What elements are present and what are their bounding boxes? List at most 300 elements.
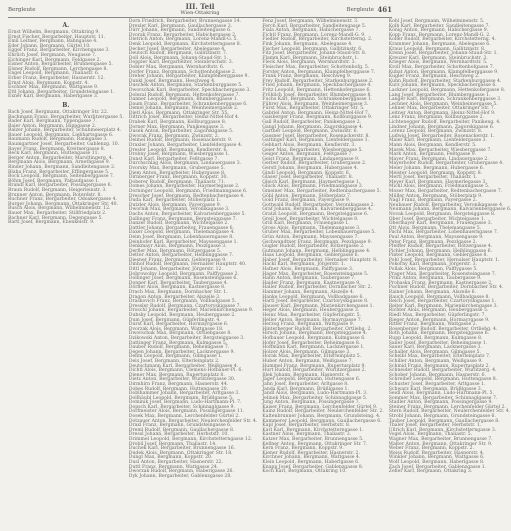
- directory-entry: Jung Anton, Bergmann, Possingergasse 7.: [262, 400, 361, 406]
- directory-entry: Weber Franz, Bergmann, Koppstr. 2.: [388, 446, 474, 452]
- directory-entry: Flamm Karl, Bergmann, Steinbruchstr. 1.: [262, 55, 359, 61]
- directory-entry: Dorfer Franz, Bergmann, Schottenhofgasse 2.: [128, 69, 237, 75]
- directory-entry: Kiener Rudolf, Bergarbeiter, Hasnerstr. 2.: [262, 450, 360, 456]
- directory-entry: Krieger Alois, Bergmann, Wernhardtstr. 5.: [388, 60, 488, 66]
- directory-entry: Rieger Anton, Bergmann, Hormayrgasse 9.: [388, 317, 490, 323]
- directory-entry: Eisner Anton, Bergarbeiter, Brunnengasse 5.: [8, 62, 113, 68]
- directory-entry: Gugler Rudolf, Bergarbeiter, Rötzergasse 2.: [262, 244, 365, 250]
- directory-entry: Buchner Franz, Bergarbeiter, Odoakergasse 4.: [8, 197, 117, 203]
- directory-entry: Janda Karl, Bergmann, Brüßlgasse 1.: [262, 386, 349, 392]
- directory-entry: Katzer Max, Bergarbeiter, Brunnengasse 5.: [262, 437, 364, 443]
- column-1: [8, 20, 124, 527]
- directory-entry: Kreuzer Karl, Bergmann, Steinbruchstr. 3.: [388, 55, 488, 61]
- directory-entry: Rupp Leopold, Bergmann, Kulmgasse 8.: [388, 335, 483, 341]
- directory-entry: Dattinger Franz, Bergmann, Kulmgasse 5.: [128, 340, 228, 346]
- directory-entry: Ferch Karl, Bergarbeiter, Sandleitengasse 5.: [262, 23, 367, 29]
- page-header: [8, 4, 392, 14]
- directory-entry: Elsner Rudolf, Bergmann, Lerchengasse 8.: [8, 66, 108, 72]
- directory-entry: Dressler Rudolf, Bergmann, Czartoryskigasse 7.: [128, 303, 241, 309]
- directory-entry: Steiner Franz, Bergmann, Lerchenfelder Gürtel 2.: [388, 404, 506, 410]
- directory-entry: Kammerer Leopold, Bergmann, Gaullachergasse 6.: [262, 418, 382, 424]
- directory-entry: Dietz Anton, Bergarbeiter, Wurlitzergasse 30.: [128, 377, 236, 383]
- directory-entry: Prager Max, Bergarbeiter, Rosensteingasse 7.: [388, 271, 497, 277]
- directory-entry: Draxler Johann, Bergarbeiter, Lienfeldergasse 4.: [128, 143, 243, 149]
- directory-entry: Gutmann Johann, Bergmann, Helblinggasse 4.: [262, 248, 371, 254]
- directory-entry: Fiedler Rudolf, Bergarbeiter, Kirchstetterng. 2.: [262, 37, 373, 43]
- directory-entry: Lindner Johann, Bergmann, Zagorskigasse 6.: [388, 124, 495, 130]
- directory-entry: Kroll Max, Bergarbeiter, Schottenhofgasse 7.: [388, 64, 495, 70]
- directory-entry: Heger Alois, Bergmann, Heuberggasse 3.: [262, 308, 360, 314]
- directory-entry: Illek Johann, Bergmann, Hasnerstr. 4.: [262, 372, 351, 378]
- directory-entry: Geist Franz, Bergmann, Lindauergasse 9.: [262, 156, 360, 162]
- directory-entry: Prohaska Franz, Bergmann, Kastnergasse 2.: [388, 280, 493, 286]
- directory-entry: Derfler Max, Bergmann, Rötzergasse 5.: [128, 248, 222, 254]
- column-2: [129, 20, 258, 527]
- directory-entry: Koch Karl, Bergmann, Ottakring 10.: [262, 469, 347, 475]
- directory-entry: Dittrich Josef, Bergarbeiter, Heinz-Nittel-Hof 4.: [128, 115, 240, 121]
- page-title: III. Teil: [185, 2, 215, 11]
- directory-entry: Obermayer Karl, Bergmann, Frauengasse 3.: [388, 221, 493, 227]
- directory-entry: Hafner Alois, Bergmann, Palffygasse 3.: [262, 267, 354, 273]
- directory-entry: Dudek Alois, Bergmann, Ottakringer Str. 18.: [128, 450, 233, 456]
- directory-entry: Beck Karl, Bergmann, Huttengasse 11.: [8, 151, 100, 157]
- directory-entry: Bergmann Alois, Bergmann, Arnethgasse 9.: [8, 160, 111, 166]
- directory-entry: Kohl Josef, Bergmann, Wilhelminenstr. 5.: [388, 19, 485, 24]
- directory-entry: Peter Franz, Bergmann, Pezzlgasse 2.: [388, 239, 478, 245]
- directory-entry: Lechner Alois, Bergmann, Weinheimergasse 5.: [388, 101, 498, 107]
- directory-entry: Hirsch Johann, Bergmann, Bergsteiggasse 4.: [262, 331, 368, 337]
- directory-entry: Ettl Johann, Bergarbeiter, Grundsteingasse 1.: [8, 89, 115, 95]
- directory-entry: Langer Karl, Bergmann, Schrankenberggasse 3.: [388, 97, 502, 103]
- page-subtitle: Wien-Ottakring: [180, 10, 220, 16]
- directory-entry: Deutsch Rudolf, Bergmann, Gallitzinstr. 7.: [128, 51, 228, 57]
- directory-entry: Glück Alois, Bergmann, Friedmanngasse 3.: [262, 184, 364, 190]
- directory-entry: Draxl Franz, Bergmann, Grundsteingasse 6.: [128, 423, 232, 429]
- directory-entry: Duttl Franz, Bergmann, Wattgasse 24.: [128, 464, 219, 470]
- directory-entry: Lichtenegger Rudolf, Bergarbeiter, Panikeng. 4.: [388, 120, 501, 126]
- directory-entry: Dattler Johann, Bergarbeiter, Frauengasse 6.: [128, 225, 235, 231]
- directory-entry: Roth Johann, Bergmann, Bergsteiggasse 6.: [388, 331, 490, 337]
- directory-entry: Dobes Rudolf, Bergmann, Huttengasse 20.: [128, 386, 229, 392]
- directory-entry: Neubauer Rudolf, Bergarbeiter, Veronikagasse 4.: [388, 202, 504, 208]
- directory-entry: Doppler Karl, Bergarbeiter, Steinbruchstr. 3.: [128, 60, 234, 66]
- directory-entry: Dreml Rudolf, Bergmann, Gaullachergasse 8.: [128, 427, 235, 433]
- directory-entry: Dinhof Rudolf, Bergmann, Hernalser Hauptstr. 40.: [128, 262, 247, 268]
- directory-entry: Kern Franz, Bergmann, Koppstr. 9.: [262, 446, 344, 452]
- directory-entry: Gleich Karl, Bergmann, Haymerlegasse 1.: [262, 179, 361, 185]
- directory-entry: Glaser Josef, Bergarbeiter, Thaliastr. 8.: [262, 175, 354, 181]
- directory-entry: Hager Max, Bergarbeiter, Rosensteingasse 5.: [262, 271, 369, 277]
- directory-entry: Deutschmann Karl, Bergarbeiter, Weißgasse 4.: [128, 363, 239, 369]
- directory-entry: Mann Alois, Bergmann, Kendlerstr. 5.: [388, 143, 477, 149]
- directory-entry: Kubat Anton, Bergmann, Klampfelberggasse 9.: [388, 69, 499, 75]
- directory-entry: Baumann Rudolf, Bergmann, Rankgasse 3.: [8, 137, 108, 143]
- directory-entry: Doblhammer Johann, Bergarbeiter, Arltgasse 3.: [128, 391, 240, 397]
- directory-entry: Hahn Anton, Bergmann, Taubergasse 7.: [262, 276, 356, 282]
- directory-entry: Fleischer Max, Bergarbeiter, Schottenhofg. 5.: [262, 64, 370, 70]
- directory-entry: Domes Johann, Bergarbeiter, Haymerlegasse 2.: [128, 184, 240, 190]
- directory-entry: Nagl Franz, Bergmann, Payergasse 2.: [388, 198, 478, 204]
- directory-entry: Bauer Leopold, Bergmann, Liebhartsgasse 6.: [8, 132, 114, 138]
- directory-entry: Decker Josef, Bergarbeiter, Abelegasse 4.: [128, 46, 226, 52]
- directory-entry: Ehrlich Josef, Bergmann, Neugasse 7.: [8, 52, 97, 58]
- directory-entry: Schmid Franz, Bergmann, Rupertusplatz 2.: [388, 363, 490, 369]
- directory-entry: Deimel Rudolf, Bergmann, Rosenackerstr. 9.: [128, 138, 233, 144]
- directory-entry: Fitz Josef, Bergarbeiter, Johann-Staud-Str. 8.: [262, 51, 367, 57]
- directory-entry: Dobrowolny Leopold, Bergmann, Palffygasse 2.: [128, 271, 239, 277]
- directory-entry: Droschl Johann, Bergarbeiter, Marienkirchengasse 9.: [128, 308, 254, 314]
- directory-entry: Greil Josef, Bergarbeiter, Wichtelgasse 8.: [262, 216, 359, 222]
- directory-entry: Dubsky Leopold, Bergmann, Heuberggasse 2.: [128, 313, 236, 318]
- directory-entry: Drimmel Leopold, Bergmann, Kirchstetterngasse 12.: [128, 437, 253, 443]
- directory-entry: Pokorny Karl, Bergmann, Jörgerstr. 3.: [388, 262, 477, 268]
- directory-entry: Reiter Karl, Bergmann, Marienkirchengasse 3.: [388, 303, 498, 309]
- directory-entry: Fink Johann, Bergmann, Abelegasse 4.: [262, 41, 353, 47]
- directory-entry: Geiger Anton, Bergmann, Feßtgasse 7.: [262, 152, 353, 158]
- directory-entry: Kugler Franz, Bergmann, Heschweg 2.: [388, 74, 480, 80]
- directory-entry: Drexler Karl, Bergmann, Gaullachergasse 3.: [128, 23, 233, 29]
- header-center: [8, 4, 392, 16]
- directory-entry: Dachs Anton, Bergarbeiter, Kalvarienberggasse 5.: [128, 211, 246, 217]
- directory-entry: Prinz Anton, Bergmann, Taubergasse 9.: [388, 276, 482, 282]
- directory-entry: Meier Johann, Bergmann, Hubergasse 6.: [388, 166, 485, 171]
- directory-entry: Kirchner Johann, Bergmann, Wattgasse 4.: [262, 455, 361, 461]
- directory-entry: Wolf Leopold, Bergmann, Haberlgasse 8.: [388, 460, 485, 465]
- directory-entry: Hoffmann Karl, Bergmann, Lacknergasse 1.: [262, 345, 365, 351]
- directory-entry: Drescher Josef, Bergmann, Redtenbachergasse 4.: [128, 193, 245, 199]
- directory-entry: Durchschlag Alois, Bergmann, Lindauergasse 3.: [128, 161, 242, 167]
- directory-entry: Haas Leopold, Bergmann, Geblergasse 6.: [262, 253, 360, 259]
- directory-entry: Eichinger Karl, Bergmann, Feldgasse 2.: [8, 57, 102, 63]
- directory-entry: Dolezal Rudolf, Bergmann, Hettenkofergasse 7.: [128, 92, 240, 98]
- directory-entry: Lenz Franz, Bergmann, Kollburggasse 2.: [388, 115, 484, 121]
- directory-entry: Bader Karl, Bergmann, Yppengasse 7.: [8, 119, 97, 125]
- directory-entry: Koller Rudolf, Bergarbeiter, Kirchstetterng. 4.: [388, 37, 497, 43]
- directory-entry: Mertl Josef, Bergarbeiter, Thaliastr. 1.: [388, 175, 478, 181]
- directory-entry: Eder Johann, Bergmann, Gürtel 10.: [8, 43, 91, 49]
- directory-entry: Paul Anton, Bergmann, Mayssengasse 9.: [388, 234, 484, 240]
- directory-entry: Dressl Johann, Bergarbeiter, Herbststr. 10.: [128, 432, 229, 438]
- directory-entry: Walter Anton, Bergmann, Ottakringer Str. 9.: [388, 441, 493, 447]
- directory-entry: Bayer Franz, Bergmann, Kreitnergasse 8.: [8, 146, 106, 152]
- directory-entry: Ullrich Karl, Bergmann, Kirchstetterngasse 3.: [388, 427, 497, 433]
- directory-entry: Müller Anton, Bergmann, Stöberplatz 9.: [388, 193, 483, 199]
- directory-entry: Mark Anton, Bergmann, Feßtgasse 9.: [388, 152, 477, 158]
- directory-entry: Winkler Johann, Bergmann, Wattgasse 6.: [388, 455, 485, 461]
- directory-entry: Gindl Leopold, Bergmann, Koppstr. 6.: [262, 170, 351, 176]
- directory-entry: Wagner Max, Bergarbeiter, Brunnengasse 7.: [388, 437, 493, 443]
- directory-entry: Daxer Leopold, Bergmann, Thelemangasse 4.: [128, 230, 235, 236]
- directory-entry: Herzog Franz, Bergmann, Wattgasse 9.: [262, 322, 355, 328]
- directory-entry: Gerstl Johann, Bergmann, Hubergasse 4.: [262, 166, 359, 171]
- directory-entry: Dunkl Josef, Bergmann, Heschweg 4.: [128, 78, 216, 84]
- directory-entry: Neumann Johann, Bergmann, Kalvarienberggasse 6.: [388, 207, 511, 213]
- directory-entry: Dyk Johann, Bergarbeiter, Gablenzgasse 28.: [128, 473, 232, 479]
- directory-entry: Kellner Anton, Bergmann, Ottakringer Str. 7.: [262, 441, 368, 447]
- directory-entry: Dorn Friedrich, Bergarbeiter, Brunnengasse 14.: [128, 19, 241, 24]
- column-3: [262, 20, 383, 527]
- directory-entry: Draskovich Franz, Bergmann, Vollbadgasse 5.: [128, 299, 237, 305]
- directory-entry: Schneider Rudolf, Bergarbeiter, Wurlitzerg. 4.: [388, 368, 497, 374]
- directory-entry: Dworak Franz, Bergmann, Zwinzstr. 2.: [128, 133, 220, 139]
- directory-entry: Geier Max, Bergarbeiter, Wiesberggasse 5.: [262, 147, 363, 153]
- directory-entry: Dauber Rudolf, Bergmann, Beheimgasse 7.: [128, 345, 230, 351]
- directory-entry: Bartl Josef, Bergmann, Enenkelstr. 9.: [8, 220, 95, 226]
- directory-entry: Duchek Karl, Bergarbeiter, Brunnengasse 16.: [128, 446, 236, 452]
- header-rule: [8, 17, 392, 18]
- directory-entry: Horak Max, Bergarbeiter, Elterleinplatz 5.: [262, 354, 362, 360]
- directory-entry: Doll Alois, Bergmann, Johann-Staud-Str. 1.: [128, 55, 229, 61]
- directory-entry: Bachmann Franz, Bergarbeiter, Wurlitzergasse 5.: [8, 114, 124, 120]
- directory-entry: Blaha Franz, Bergarbeiter, Effingergasse 5.: [8, 169, 110, 175]
- directory-entry: Braun Rudolf, Bergmann, Heigerleinstr. 3.: [8, 188, 107, 193]
- directory-entry: Dresler Leopold, Bergmann, Kendlerstr. 6.: [128, 147, 228, 153]
- directory-entry: Duda Karl, Bergarbeiter, Stöberplatz 1.: [128, 198, 221, 204]
- page-number: 461: [377, 5, 392, 14]
- directory-entry: Dietrich Anton, Bergmann, Lorenz-Mandl-G. 5.: [128, 37, 238, 43]
- directory-entry: Dunst Karl, Bergarbeiter, Feßtgasse 7.: [128, 156, 219, 162]
- directory-entry: Deinhofer Karl, Bergarbeiter, Mayssengasse 1.: [128, 239, 239, 245]
- directory-entry: Meister Leopold, Bergmann, Koppstr. 8.: [388, 170, 483, 176]
- directory-entry: Danzer Rudolf, Bergmann, Wichtelgasse 2.: [128, 221, 229, 227]
- directory-entry: Exner Karl, Bergmann, Haberlgasse 3.: [8, 94, 99, 100]
- directory-entry: Gmeiner Max, Bergarbeiter, Redtenbachergasse 5.: [262, 188, 381, 194]
- directory-entry: Detter Anton, Bergarbeiter, Helblinggasse 7.: [128, 253, 234, 259]
- directory-entry: Dehm Leopold, Bergmann, Gilmgasse 1.: [128, 354, 223, 360]
- directory-entry: Drabek Karl, Bergmann, Kollburggasse 8.: [128, 120, 227, 126]
- directory-entry: Kastner Alois, Bergmann, Thaliastr. 3.: [262, 432, 352, 438]
- directory-entry: Frey Rudolf, Bergarbeiter, Starkenburggasse 2.: [262, 78, 374, 84]
- directory-entry: Rosenberger Rudolf, Bergarbeiter, Ortliebg. 4.: [388, 326, 498, 332]
- directory-entry: König Anton, Bergmann, Habichergasse 9.: [388, 28, 489, 34]
- directory-entry: Pohl Josef, Bergarbeiter, Hernalser Hauptstr. 1.: [388, 257, 500, 263]
- section-letter: B.: [62, 101, 70, 109]
- directory-entry: Emil Leitner, Bergmann, Bahngasse 4.: [8, 39, 98, 45]
- directory-entry: Stern Rudolf, Bergarbeiter, Neulerchenfelder Str. 4.: [388, 409, 511, 415]
- directory-entry: Lang Josef, Bergarbeiter, Blumberggasse 1.: [388, 92, 491, 98]
- directory-entry: Michl Alois, Bergmann, Friedmanngasse 5.: [388, 184, 490, 190]
- directory-entry: Donner Karl, Bergarbeiter, Taubergasse 4.: [128, 280, 228, 286]
- directory-entry: Dungl Max, Bergmann, Koppstr. 20.: [128, 455, 213, 461]
- directory-entry: Frank Franz, Bergmann, Heschweg 9.: [262, 74, 352, 80]
- directory-entry: Hurt Rudolf, Bergarbeiter, Wurlitzergasse 2.: [262, 368, 367, 374]
- directory-entry: Hartl Josef, Bergarbeiter, Czartoryskigasse 8.: [262, 299, 369, 305]
- directory-entry: Gerber Rudolf, Bergarbeiter, Grubergasse 2.: [262, 161, 367, 167]
- directory-entry: Stadler Anton, Bergmann, Possingergasse 9.: [388, 400, 493, 406]
- directory-entry: Engel Leopold, Bergmann, Thaliastr. 6.: [8, 71, 100, 77]
- directory-entry: Dollinger Josef, Bergmann, Rosensteingasse 6.: [128, 276, 238, 282]
- directory-entry: Gassner Josef, Bergarbeiter, Rosenackerstr. 8.: [262, 133, 370, 139]
- directory-entry: Mayerhofer Rudolf, Bergarbeiter, Grubergasse 4.: [388, 161, 504, 167]
- directory-entry: Lorenz Leopold, Bergmann, Zwinzstr. 8.: [388, 129, 483, 135]
- directory-entry: Dominik Josef, Bergmann, Ludo-Hartmann-Pl. 7.: [128, 400, 242, 406]
- directory-entry: Bachner Karl, Bergmann, Degengasse 5.: [8, 215, 103, 221]
- directory-entry: Dvorzak Alois, Bergmann, Wattgasse 18.: [128, 326, 224, 332]
- directory-entry: Dworschak Karl, Bergarbeiter, Speckbachergasse 3.: [128, 87, 251, 93]
- directory-entry: Dotzauer Anton, Bergarbeiter, Neulerchenfelder Str. 4.: [128, 418, 258, 424]
- directory-entry: Hofbauer Leopold, Bergmann, Kulmgasse 6.: [262, 335, 366, 341]
- directory-entry: Fried Johann, Bergmann, Speckbachergasse 4.: [262, 83, 372, 89]
- directory-entry: Hinterberger Rudolf, Bergarbeiter, Ortliebg. 2.: [262, 326, 372, 332]
- directory-entry: Doberer Rudolf, Bergmann, Thaliastr. 71.: [128, 179, 226, 185]
- directory-entry: Schreiber Leopold, Bergmann, Huttengasse 8.: [388, 377, 498, 383]
- directory-entry: Reich Josef, Bergarbeiter, Czartoryskigasse 1.: [388, 299, 496, 305]
- directory-entry: Dietl Alois, Bergmann, Ottakringer Str. 55.: [128, 110, 229, 116]
- directory-entry: Schober Johann, Bergmann, Hasnerstr. 6.: [388, 372, 487, 378]
- directory-entry: Thaler Josef, Bergarbeiter, Herbststr. 1.: [388, 423, 482, 429]
- directory-entry: Ritter Franz, Bergmann, Wattgasse 2.: [388, 322, 478, 328]
- directory-entry: Knapp Josef, Bergarbeiter, Gablenzgasse 8.: [262, 464, 364, 470]
- directory-entry: Ludwig Josef, Bergarbeiter, Rosenackerstr. 1.: [388, 133, 495, 139]
- directory-entry: Pinter Leopold, Bergmann, Geblergasse 8.: [388, 253, 488, 259]
- directory-entry: Lackner Leopold, Bergmann, Hettenkofergasse 8.: [388, 87, 506, 93]
- directory-entry: Dusek Anton, Bergarbeiter, Zagorskigasse 5.: [128, 129, 234, 135]
- directory-entry: Diem Anton, Bergarbeiter, Hubergasse 8.: [128, 170, 226, 176]
- directory-entry: Danner Leopold, Bergmann, Blumberggasse 1.: [128, 97, 239, 103]
- directory-entry: Schaller Alois, Bergmann, Gilmgasse 5.: [388, 349, 481, 355]
- directory-entry: Brandl Karl, Bergarbeiter, Possingergasse 6.: [8, 183, 112, 189]
- directory-entry: Ernst Fischer, Bergarbeiter, Hauptstr. 11.: [8, 34, 106, 40]
- directory-entry: Hofer Josef, Bergarbeiter, Beheimgasse 8.: [262, 340, 361, 346]
- directory-entry: Krenn Josef, Bergarbeiter, Johann-Staud-Str. 1.: [388, 51, 499, 57]
- directory-entry: Moser Max, Bergarbeiter, Redtenbachergasse 7.: [388, 188, 503, 194]
- directory-entry: Deix Josef, Bergmann, Elterleinplatz 2.: [128, 358, 220, 364]
- directory-entry: Gabriel Anton, Bergmann, Heinz-Nittel-Hof 7.: [262, 110, 370, 116]
- directory-entry: Dorfmeister Alois, Bergmann, Possingergasse 11.: [128, 409, 245, 415]
- directory-entry: Gaisberger Franz, Bergmann, Kollburggasse 9.: [262, 115, 373, 121]
- directory-entry: Fiala Anton, Bergmann, Habichergasse 7.: [262, 28, 360, 34]
- directory-entry: Kuhn Rudolf, Bergarbeiter, Starkenburggasse 4.: [388, 78, 502, 84]
- directory-entry: Dzikowski Anton, Bergarbeiter, Bergsteiggasse 3.: [128, 335, 245, 341]
- directory-entry: Sommer Max, Bergarbeiter, Schinnaglgasse 7.: [388, 395, 498, 401]
- directory-entry: Dragon Anton, Bergarbeiter, Alszeile 3.: [128, 294, 221, 300]
- directory-entry: Eschner Max, Bergmann, Wattgasse 9.: [8, 85, 99, 91]
- directory-entry: Kopp Franz, Bergmann, Lorenz-Mandl-G. 2.: [388, 32, 491, 38]
- directory-entry: Holzer Alois, Bergmann, Gilmgasse 3.: [262, 349, 351, 355]
- directory-entry: Kraus Leopold, Bergmann, Gallitzinstr. 8.: [388, 46, 486, 52]
- directory-entry: Dörfler Alois, Bergmann, Kastnergasse 8.: [128, 285, 226, 291]
- directory-entry: Rauch Leopold, Bergmann, Vollbadgasse 8.: [388, 294, 490, 300]
- section-letter: A.: [62, 22, 70, 29]
- directory-entry: Ott Alois, Bergmann, Thelemangasse 5.: [388, 225, 482, 231]
- directory-entry: Kapl Josef, Bergarbeiter, Herbststr. 8.: [262, 423, 351, 429]
- directory-entry: Heinz Max, Bergarbeiter, Güpferlingstr. 5.: [262, 313, 361, 318]
- directory-entry: Dum Josef, Bergmann, Güpferlingstr. 4.: [128, 317, 221, 323]
- directory-entry: Zach Josef, Bergarbeiter, Gablenzgasse 1.: [388, 464, 487, 470]
- directory-entry: Daum Franz, Bergarbeiter, Schrankenberggasse 6.: [128, 101, 248, 107]
- directory-entry: Sauer Karl, Bergmann, Lacknergasse 3.: [388, 345, 482, 351]
- directory-entry: Drobil Josef, Bergmann, Thaliastr. 14.: [128, 441, 217, 447]
- directory-entry: Kaltenbrunner Johann, Bergmann, Grundsteing. 4.: [262, 414, 381, 420]
- directory-entry: Hummel Franz, Bergmann, Rupertusplatz 9.: [262, 363, 366, 369]
- directory-entry: Dichtl Alois, Bergmann, Clemens-Hofbauer-Pl. 6.: [128, 368, 243, 374]
- directory-entry: Krammer Johann, Bergmann, Abelegasse 6.: [388, 41, 491, 47]
- directory-entry: Drach Max, Bergmann, Dornbacher Str. 1.: [128, 290, 228, 296]
- directory-entry: Hauser Karl, Bergmann, Marienkirchengasse 1.: [262, 303, 375, 309]
- directory-entry: Drobny Josef, Bergmann, Wiesberggasse 1.: [128, 152, 230, 158]
- directory-entry: Zeller Karl, Bergmann, Ottakring 3.: [388, 469, 473, 475]
- directory-entry: Dallinger Franz, Bergmann, Bergsteiggasse 7.: [128, 216, 237, 222]
- directory-entry: Huber Anton, Bergmann, Weißgasse 7.: [262, 358, 354, 364]
- directory-entry: Grill Karl, Bergmann, Frauengasse 1.: [262, 221, 350, 227]
- directory-entry: Baier Anton, Bergmann, Hippgasse 2.: [8, 123, 97, 129]
- directory-entry: Denkmayr Alois, Bergmann, Pezzlgasse 3.: [128, 244, 227, 250]
- directory-entry: Dwornik Max, Bergmann, Veronikagasse 3.: [128, 207, 230, 213]
- directory-entry: Forster Anton, Bergmann, Klampfelberggasse 7.: [262, 69, 376, 75]
- directory-entry: Mayer Franz, Bergmann, Lindauergasse 2.: [388, 156, 489, 162]
- directory-entry: Tauber Leopold, Bergmann, Gaullachergasse 8.: [388, 418, 500, 424]
- directory-entry: Gartner Leopold, Bergmann, Zwinzstr. 6.: [262, 129, 358, 135]
- directory-entry: Dürr Johann, Bergmann, Sandleitengasse 6.: [128, 28, 232, 34]
- directory-entry: Baumgartner Josef, Bergarbeiter, Gablenzg. 10.: [8, 142, 120, 148]
- directory-entry: Dopsch Karl, Bergarbeiter, Schinnaglgasse 9.: [128, 404, 235, 410]
- directory-entry: Strobl Johann, Bergmann, Grundsteingasse 6.: [388, 414, 496, 420]
- directory-entry: Maier Karl, Bergmann, Lienfeldergasse 3.: [388, 138, 487, 144]
- directory-entry: Diener Max, Bergmann, Rupertusplatz 8.: [128, 372, 225, 378]
- directory-entry: Scheibl Max, Bergarbeiter, Elterleinplatz 7.: [388, 354, 491, 360]
- directory-entry: Degen Johann, Bergarbeiter, Lacknergasse 9.: [128, 349, 235, 355]
- directory-entry: Bauer Max, Bergarbeiter, Stillfriedplatz 2.: [8, 210, 107, 216]
- directory-entry: Ober Josef, Bergarbeiter, Wichtelgasse 1.: [388, 216, 486, 222]
- directory-entry: Dutzler Alois, Bergmann, Payergasse 9.: [128, 202, 222, 208]
- directory-entry: Jahn Josef, Bergarbeiter, Arltgasse 8.: [262, 381, 349, 387]
- directory-entry: Duschek Anton, Bergmann, Starkenburggasse 5.: [128, 83, 243, 89]
- directory-entry: Vogel Alois, Bergmann, Thaliastr. 5.: [388, 432, 473, 438]
- directory-entry: Kurz Johann, Bergmann, Speckbachergasse 6.: [388, 83, 497, 89]
- directory-entry: Sailer Josef, Bergarbeiter, Beheimgasse 1.: [388, 340, 488, 346]
- directory-entry: Kolb Karl, Bergarbeiter, Sandleitengasse 7.: [388, 23, 490, 29]
- directory-entry: Durst Karl, Bergarbeiter, Hormayrgasse 6.: [128, 322, 229, 328]
- directory-entry: Weiss Rudolf, Bergarbeiter, Hasnerstr. 4.: [388, 450, 485, 456]
- directory-entry: Dobler Max, Bergmann, Wernhardtstr. 6.: [128, 64, 225, 70]
- directory-entry: Bach Josef, Bergmann, Ottakringer Str. 22.: [8, 109, 109, 115]
- directory-entry: Pfeiffer Rudolf, Bergarbeiter, Rötzergasse 4.: [388, 244, 493, 250]
- directory-entry: Hanke Leopold, Bergmann, Vollbadgasse 6.: [262, 294, 364, 300]
- directory-entry: Gangl Johann, Bergmann, Zagorskigasse 4.: [262, 124, 364, 130]
- directory-entry: Gall Rudolf, Bergarbeiter, Panikengasse 2.: [262, 120, 362, 126]
- directory-entry: Heller Anton, Bergmann, Hormayrgasse 7.: [262, 317, 363, 323]
- directory-entry: Erber Franz, Bergarbeiter, Hasnerstr. 12.: [8, 75, 105, 81]
- directory-entry: Dittl Johann, Bergarbeiter, Jörgerstr. 12.: [128, 267, 223, 273]
- directory-entry: Meyer Karl, Bergmann, Haymerlegasse 3.: [388, 179, 487, 185]
- directory-entry: Seidl Alois, Bergmann, Ludo-Hartmann-Pl. 5.: [388, 391, 494, 397]
- directory-entry: Gratzl Leopold, Bergmann, Bergsteiggasse 6.: [262, 211, 369, 217]
- directory-entry: Gattinger Karl, Bergmann, Lienfeldergasse 1.: [262, 138, 369, 144]
- directory-entry: Richter Alois, Bergmann, Heuberggasse 5.: [388, 308, 489, 314]
- directory-entry: Puchner Rudolf, Bergarbeiter, Dornbacher Str. 4.: [388, 285, 504, 291]
- directory-entry: Ernst Alois, Bergmann, Koppstr. 4.: [8, 80, 89, 86]
- directory-entry: Dworzak Rudolf, Bergmann, Haberlgasse 26.: [128, 469, 234, 475]
- directory-entry: Haider Franz, Bergmann, Kastnergasse 9.: [262, 280, 361, 286]
- directory-entry: Dvorak Franz, Bergarbeiter, Habichergasse 2.: [128, 32, 237, 38]
- header-right: Bergleute: [346, 7, 374, 13]
- directory-entry: Dworschak Max, Bergmann, Ortliebgasse 8.: [128, 331, 232, 337]
- directory-entry: Fritz Leopold, Bergmann, Hettenkofergasse 6.: [262, 87, 371, 93]
- directory-entry: Dirnberger Franz, Bergmann, Koppstr. 30.: [128, 175, 228, 181]
- directory-entry: Dusl Anton, Bergarbeiter, Hasnerstr. 22.: [128, 460, 224, 465]
- directory-entry: Kainz Rudolf, Bergarbeiter, Neulerchenfelder Str. 2.: [262, 409, 384, 415]
- directory-entry: Gottwald Rudolf, Bergarbeiter, Veronikagasse 2.: [262, 202, 375, 208]
- directory-entry: Dosek Max, Bergmann, Lerchenfelder Gürtel 2.: [128, 414, 240, 420]
- directory-entry: Fischer Leopold, Bergmann, Gallitzinstr. 6.: [262, 46, 363, 52]
- directory-entry: Lehner Max, Bergarbeiter, Ottakringer Str. 7.: [388, 106, 496, 112]
- directory-entry: Grün Anton, Bergmann, Mayssengasse 7.: [262, 234, 359, 240]
- directory-entry: Deim Josef, Bergmann, Lobenhauerngasse 8.: [128, 234, 234, 240]
- directory-entry: Jelinek Max, Bergarbeiter, Schinnaglgasse 5.: [262, 395, 368, 401]
- directory-entry: Denk Leopold, Bergmann, Kirchstetterngasse 8.: [128, 41, 242, 47]
- directory-entry: Leitner Anton, Bergmann, Heinz-Nittel-Hof 9.: [388, 110, 496, 116]
- header-left: Bergleute: [8, 7, 36, 13]
